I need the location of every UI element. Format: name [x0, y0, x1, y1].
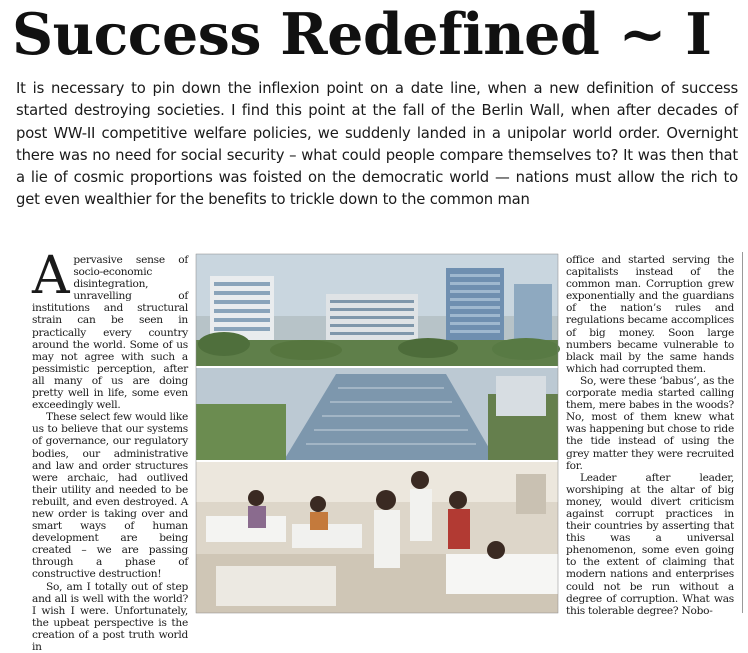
article-paragraph: So, were these ‘babus’, as the corporate media started calling them, mere babes in the woods? No, most of them knew what was happening but chose to ride the tide instead of using the grey matter they were recruited for.	[566, 374, 734, 472]
article-paragraph: So, am I totally out of step and all is well with the world? I wish I were. Unfortunately, the upbeat perspective is the creation of a post truth world in	[32, 580, 188, 653]
article-column-left	[32, 246, 188, 653]
photo-office-towers	[196, 254, 560, 366]
column-rule	[742, 252, 743, 613]
photo-collage-graphic	[196, 254, 558, 613]
headline: Success Redefined ~ I	[12, 1, 712, 68]
article-paragraph: office and started serving the capitalists instead of the common man. Corruption grew exponentially and the guardians of the nation’s rules and regulations became accomplices of big money. Soon large numbers became vulnerable to black mail by the same hands which had corrupted them.	[566, 254, 734, 375]
article-column-right	[566, 254, 734, 617]
article-paragraph: These select few would like us to believe that our systems of governance, our regulatory bodies, our administrative and law and order structures were archaic, had outlived their utility and needed to be rebuilt, and even destroyed. A new order is taking over and smart ways of human development are being created – we are passing through a phase of constructive destruction!	[32, 411, 188, 581]
deck-summary: It is necessary to pin down the inflexion point on a date line, when a new definition of success started destroying societies. I find this point at the fall of the Berlin Wall, when after decades of post WW-II competitive welfare policies, we suddenly landed in a unipolar world order. Overnight there was no need for social security – what could people compare themselves to? It was then that a lie of cosmic proportions was foisted on the democratic world — nations must allow the rich to get even wealthier for the benefits to trickle down to the common man	[16, 80, 738, 209]
article-paragraph: Apervasive sense of socio-economic disintegration, unravelling of institutions and structural strain can be seen in practically every country around the world. Some of us may not agree with such a pessimistic perception, after all many of us are doing pretty well in life, some even exceedingly well.	[32, 246, 188, 412]
article-paragraph: Leader after leader, worshiping at the altar of big money, would divert criticism against corrupt practices in their countries by asserting that this was a universal phenomenon, some even going to the extent of claiming that modern nations and enterprises could not be run without a degree of corruption. What was this tolerable degree? Nobo-	[566, 471, 734, 617]
photo-hospital-ward	[196, 462, 558, 613]
photo-glass-building	[196, 368, 558, 460]
photo-collage	[196, 254, 558, 613]
drop-cap: A	[32, 246, 70, 306]
